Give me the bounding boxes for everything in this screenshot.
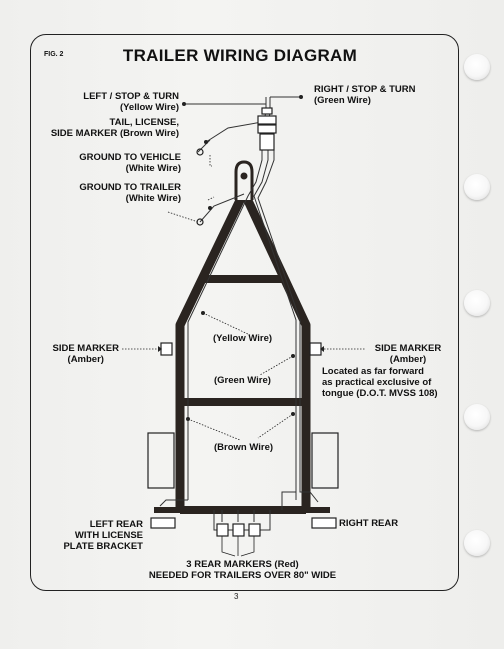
label-right-rear: RIGHT REAR (339, 518, 399, 529)
wire-terminals (182, 95, 303, 421)
label-side-marker-right: SIDE MARKER (Amber) (374, 343, 442, 365)
label-green-wire: (Green Wire) (214, 375, 271, 386)
label-yellow-wire: (Yellow Wire) (213, 333, 273, 344)
rear-marker-leaders (222, 536, 254, 556)
label-brown-wire: (Brown Wire) (214, 442, 274, 453)
left-fender (148, 433, 174, 488)
label-side-marker-left: SIDE MARKER (Amber) (52, 343, 119, 365)
rear-marker-lights (217, 524, 260, 536)
page-title: TRAILER WIRING DIAGRAM (122, 46, 358, 65)
trailer-frame (154, 192, 330, 510)
label-ground-vehicle: GROUND TO VEHICLE (White Wire) (79, 152, 181, 174)
label-right-stop-turn: RIGHT / STOP & TURN (Green Wire) (314, 84, 416, 106)
left-side-marker-light (161, 343, 172, 355)
label-rear-markers: 3 REAR MARKERS (Red) NEEDED FOR TRAILERS OVER 80" WIDE (148, 559, 337, 581)
left-rear-lamp (151, 518, 175, 528)
right-side-marker-light (310, 343, 321, 355)
right-fender (312, 433, 338, 488)
right-rear-lamp (312, 518, 336, 528)
label-ground-trailer: GROUND TO TRAILER (White Wire) (79, 182, 181, 204)
label-tail-license: TAIL, LICENSE, SIDE MARKER (Brown Wire) (50, 117, 179, 139)
label-left-rear: LEFT REAR WITH LICENSE PLATE BRACKET (63, 519, 143, 552)
figure-label: FIG. 2 (44, 51, 64, 58)
label-located-note: Located as far forward as practical exclusive of tongue (D.O.T. MVSS 108) (322, 366, 438, 399)
harness-connector (258, 108, 276, 150)
page-number: 3 (234, 592, 239, 601)
label-left-stop-turn: LEFT / STOP & TURN (Yellow Wire) (83, 91, 179, 113)
